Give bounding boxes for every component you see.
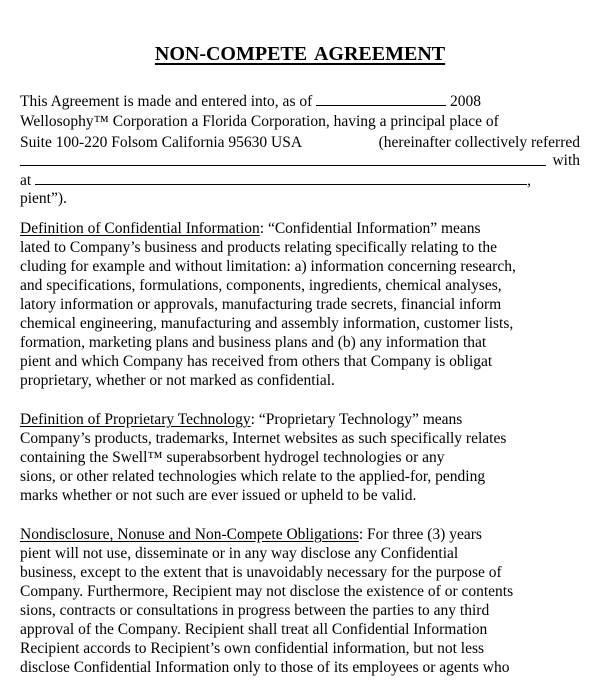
section-heading: Definition of Proprietary Technology xyxy=(20,411,251,428)
section-confidential-line: proprietary, whether or not marked as confidential. xyxy=(20,372,335,389)
section-confidential-line: formation, marketing plans and business plans and (b) any information that xyxy=(20,334,487,351)
section-proprietary-line: Company’s products, trademarks, Internet websites as such specifically relates xyxy=(20,430,507,447)
page-title: NON-COMPETE AGREEMENT xyxy=(154,43,446,65)
section-proprietary-line-1: Definition of Proprietary Technology: “Proprietary Technology” means xyxy=(20,411,463,428)
party-name-blank[interactable] xyxy=(20,151,546,166)
section-nondisclosure-line: Company. Furthermore, Recipient may not disclose the existence of or contents xyxy=(20,583,514,600)
section-nondisclosure-line: pient will not use, disseminate or in any way disclose any Confidential xyxy=(20,545,459,562)
section-heading: Nondisclosure, Nonuse and Non-Compete Obligations xyxy=(20,526,359,543)
section-nondisclosure-line: approval of the Company. Recipient shall treat all Confidential Information xyxy=(20,621,488,638)
section-confidential-line: latory information or approvals, manufacturing trade secrets, financial inform xyxy=(20,296,502,313)
intro-line-2: Wellosophy™ Corporation a Florida Corporation, having a principal place of xyxy=(20,113,499,130)
intro-line-3: Suite 100-220 Folsom California 95630 USA (hereinafter collectively referred xyxy=(20,134,580,151)
section-confidential-line: pient and which Company has received from others that Company is obligat xyxy=(20,353,493,370)
intro-line-6: pient”). xyxy=(20,190,67,207)
section-proprietary-line: sions, or other related technologies which relate to the applied-for, pending xyxy=(20,468,486,485)
intro-line-5: at , xyxy=(20,172,531,189)
section-confidential-line: lated to Company’s business and products relating specifically relating to the xyxy=(20,239,497,256)
section-nondisclosure-line: business, except to the extent that is unavoidably necessary for the purpose of xyxy=(20,564,502,581)
section-proprietary-line: marks whether or not such are ever issued or upheld to be valid. xyxy=(20,487,417,504)
section-heading: Definition of Confidential Information xyxy=(20,220,260,237)
date-blank[interactable] xyxy=(316,91,446,106)
section-confidential-line-1: Definition of Confidential Information: “Confidential Information” means xyxy=(20,220,481,237)
section-confidential-line: and specifications, formulations, components, ingredients, chemical analyses, xyxy=(20,277,502,294)
address-blank[interactable] xyxy=(35,170,527,185)
section-confidential-line: chemical engineering, manufacturing and assembly information, customer lists, xyxy=(20,315,514,332)
section-nondisclosure-line: sions, contracts or consultations in progress between the parties to any third xyxy=(20,602,490,619)
section-nondisclosure-line: Recipient accords to Recipient’s own confidential information, but not less xyxy=(20,640,485,657)
section-nondisclosure-line: disclose Confidential Information only to those of its employees or agents who xyxy=(20,659,510,676)
intro-line-4: with xyxy=(20,151,580,171)
section-proprietary-line: containing the Swell™ superabsorbent hydrogel technologies or any xyxy=(20,449,445,466)
intro-line-1: This Agreement is made and entered into, as of 2008 xyxy=(20,93,482,110)
section-nondisclosure-line-1: Nondisclosure, Nonuse and Non-Compete Obligations: For three (3) years xyxy=(20,526,482,543)
section-confidential-line: cluding for example and without limitation: a) information concerning research, xyxy=(20,258,516,275)
